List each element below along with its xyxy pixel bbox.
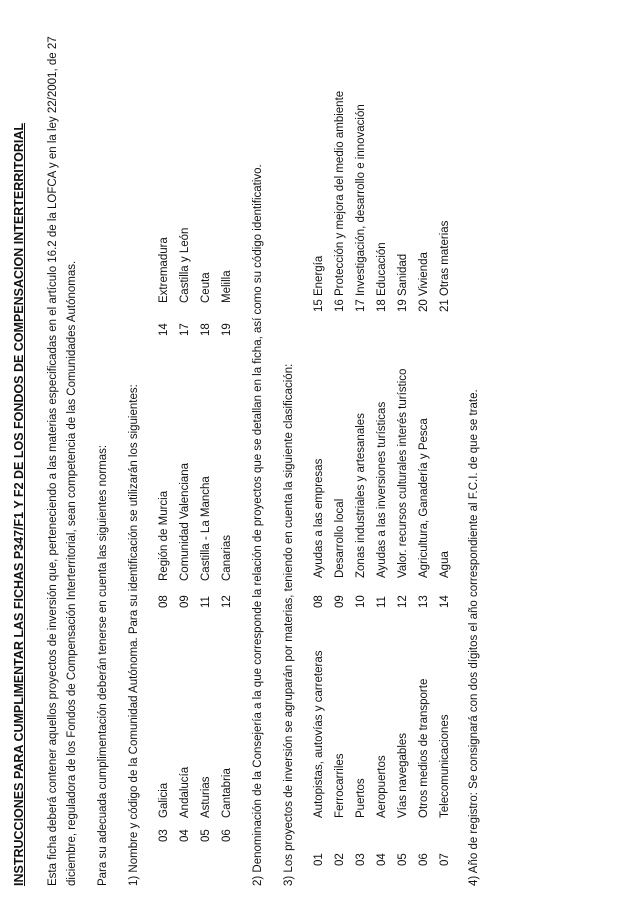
community-name: Comunidad Valenciana [179, 462, 191, 581]
community-code: 11 [200, 596, 212, 608]
materia-name: Ayudas a las inversiones turísticas [376, 401, 388, 578]
materia-item: 16 Protección y mejora del medio ambiente [334, 90, 346, 312]
community-name: Canarias [221, 534, 233, 581]
section-2-heading: 2) Denominación de la Consejería a la que corresponde la relación de proyectos que se detallan en la ficha, así como su código identificativo. [252, 164, 264, 886]
materia-code: 01 [313, 853, 325, 866]
community-code: 03 [158, 829, 170, 842]
materia-code: 03 [355, 853, 367, 866]
intro-line-2: diciembre, reguladora de los Fondos de Compensación Interterritorial, sean competencia de las Comunidades Autónomas. [66, 260, 78, 886]
materia-name: Otros medios de transporte [418, 678, 430, 818]
materia-name: Agua [439, 551, 451, 578]
section-3-heading: 3) Los proyectos de inversión se agruparán por materias, teniendo en cuenta la siguiente clasificación: [283, 363, 295, 886]
community-name: Galicia [158, 782, 170, 818]
materia-name: Ayudas a las empresas [313, 458, 325, 578]
section-4-heading: 4) Año de registro: Se consignará con dos dígitos el año correspondiente al F.C.I. de que se trate. [468, 389, 480, 886]
community-code: 19 [221, 323, 233, 336]
materia-code: 14 [439, 595, 451, 608]
community-name: Región de Murcia [158, 490, 170, 581]
materia-name: Valor. recursos culturales interés turístico [397, 368, 409, 578]
community-code: 06 [221, 829, 233, 842]
materia-item: 15 Energía [313, 255, 325, 312]
section-1-heading: 1) Nombre y código de la Comunidad Autónoma. Para su identificación se utilizarán los siguientes: [128, 384, 140, 886]
community-name: Cantabria [221, 768, 233, 818]
materia-name: Ferrocarriles [334, 753, 346, 818]
materia-code: 12 [397, 595, 409, 608]
community-code: 09 [179, 595, 191, 608]
materia-code: 02 [334, 853, 346, 866]
materia-item: 18 Educación [376, 242, 388, 312]
materia-item: 19 Sanidad [397, 253, 409, 312]
materia-name: Zonas industriales y artesanales [355, 413, 367, 578]
community-name: Extremadura [158, 237, 170, 303]
materia-code: 06 [418, 853, 430, 866]
materia-name: Vías navegables [397, 732, 409, 818]
materia-code: 08 [313, 595, 325, 608]
materia-code: 09 [334, 595, 346, 608]
community-code: 18 [200, 323, 212, 336]
community-code: 04 [179, 829, 191, 842]
materia-code: 07 [439, 853, 451, 866]
community-code: 14 [158, 323, 170, 336]
materia-name: Desarrollo local [334, 498, 346, 578]
community-name: Ceuta [200, 272, 212, 303]
materia-item: 21 Otras materias [439, 220, 451, 312]
community-name: Castilla y León [179, 227, 191, 303]
intro-line-1: Esta ficha deberá contener aquellos proyectos de inversión que, perteneciendo a las materias especificadas en el artículo 16.2 de la LOFCA y en la ley 22/2001, de 27 [47, 36, 59, 886]
community-code: 08 [158, 595, 170, 608]
materia-name: Autopistas, autovías y carreteras [313, 650, 325, 818]
materia-code: 05 [397, 853, 409, 866]
materia-code: 10 [355, 595, 367, 608]
materia-name: Puertos [355, 778, 367, 818]
materia-code: 04 [376, 853, 388, 866]
materia-code: 11 [376, 596, 388, 608]
community-code: 17 [179, 323, 191, 336]
materia-name: Aeropuertos [376, 755, 388, 818]
document-title: INSTRUCCIONES PARA CUMPLIMENTAR LAS FICHAS P347/F1 Y F2 DE LOS FONDOS DE COMPENSACION INTERTERRITORIAL [12, 122, 26, 886]
community-name: Asturias [200, 776, 212, 818]
community-name: Andalucía [179, 766, 191, 818]
community-name: Melilla [221, 270, 233, 303]
materia-name: Agricultura, Ganadería y Pesca [418, 418, 430, 578]
materia-item: 17 Investigación, desarrollo e innovación [355, 104, 367, 312]
community-code: 12 [221, 595, 233, 608]
materia-item: 20 Vivienda [418, 252, 430, 312]
materia-name: Telecomunicaciones [439, 714, 451, 818]
community-name: Castilla - La Mancha [200, 476, 212, 581]
materia-code: 13 [418, 595, 430, 608]
community-code: 05 [200, 829, 212, 842]
norms-intro: Para su adecuada cumplimentación deberán tenerse en cuenta las siguientes normas: [97, 444, 109, 886]
